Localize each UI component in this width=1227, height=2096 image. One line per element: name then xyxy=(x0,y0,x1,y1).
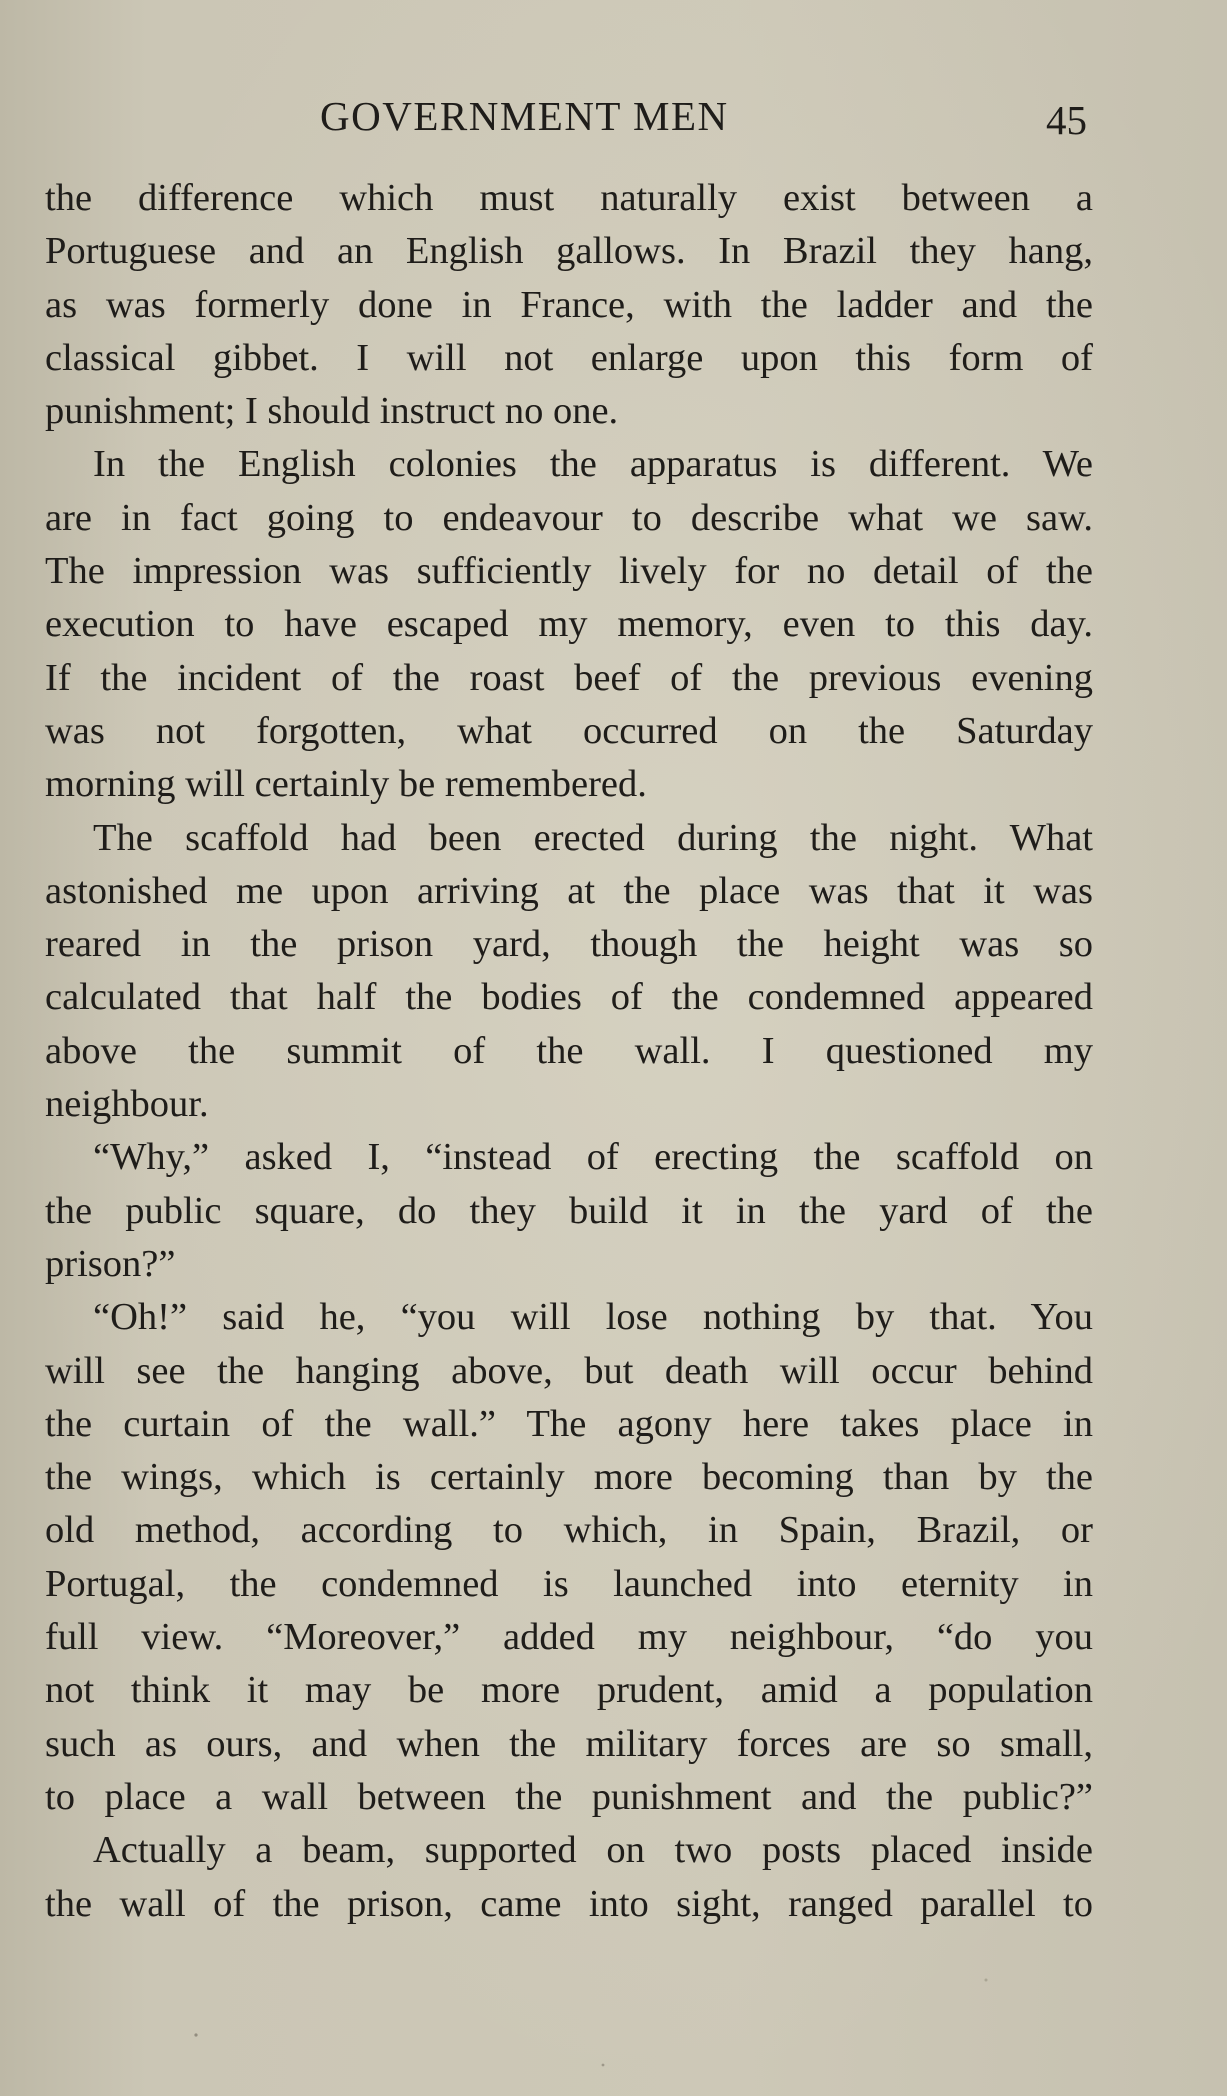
text-line: Portugal, the condemned is launched into eternity in xyxy=(45,1562,1093,1605)
text-line: neighbour. xyxy=(45,1083,209,1126)
text-line: punishment; I should instruct no one. xyxy=(45,390,619,433)
running-head xyxy=(0,86,1227,146)
text-line: If the incident of the roast beef of the previous evening xyxy=(45,656,1093,699)
text-line: the public square, do they build it in the yard of the xyxy=(45,1189,1093,1232)
text-line: the curtain of the wall.” The agony here takes place in xyxy=(45,1402,1093,1445)
text-line: to place a wall between the punishment and the public?” xyxy=(45,1775,1093,1818)
running-title: GOVERNMENT MEN xyxy=(320,93,729,139)
text-line: classical gibbet. I will not enlarge upon this form of xyxy=(45,336,1093,379)
text-line: above the summit of the wall. I questioned my xyxy=(45,1029,1093,1072)
text-line: The scaffold had been erected during the night. What xyxy=(93,816,1093,859)
page-number: 45 xyxy=(1046,97,1087,143)
text-line: was not forgotten, what occurred on the Saturday xyxy=(45,709,1093,752)
text-line: as was formerly done in France, with the ladder and the xyxy=(45,283,1093,326)
text-line: calculated that half the bodies of the condemned appeared xyxy=(45,976,1093,1019)
body-text xyxy=(45,172,1093,1931)
text-line: In the English colonies the apparatus is different. We xyxy=(93,443,1093,486)
text-line: “Oh!” said he, “you will lose nothing by that. You xyxy=(93,1296,1093,1339)
text-line: old method, according to which, in Spain, Brazil, or xyxy=(45,1509,1093,1552)
text-line: are in fact going to endeavour to describe what we saw. xyxy=(45,496,1093,539)
text-line: “Why,” asked I, “instead of erecting the scaffold on xyxy=(93,1136,1093,1179)
text-line: the wings, which is certainly more becoming than by the xyxy=(45,1456,1093,1499)
text-line: will see the hanging above, but death will occur behind xyxy=(45,1349,1093,1392)
text-line: Actually a beam, supported on two posts placed inside xyxy=(93,1829,1093,1872)
text-line: morning will certainly be remembered. xyxy=(45,763,647,806)
text-line: astonished me upon arriving at the place was that it was xyxy=(45,869,1093,912)
text-line: reared in the prison yard, though the height was so xyxy=(45,923,1093,966)
text-line: the difference which must naturally exist between a xyxy=(45,177,1093,219)
text-line: The impression was sufficiently lively for no detail of the xyxy=(45,550,1093,593)
text-line: not think it may be more prudent, amid a population xyxy=(45,1669,1093,1712)
text-line: such as ours, and when the military forces are so small, xyxy=(45,1722,1093,1765)
text-line: full view. “Moreover,” added my neighbour, “do you xyxy=(45,1616,1093,1659)
text-line: execution to have escaped my memory, even to this day. xyxy=(45,603,1093,646)
text-line: prison?” xyxy=(45,1242,176,1285)
text-line: Portuguese and an English gallows. In Brazil they hang, xyxy=(45,230,1093,273)
text-line: the wall of the prison, came into sight, ranged parallel to xyxy=(45,1882,1093,1925)
